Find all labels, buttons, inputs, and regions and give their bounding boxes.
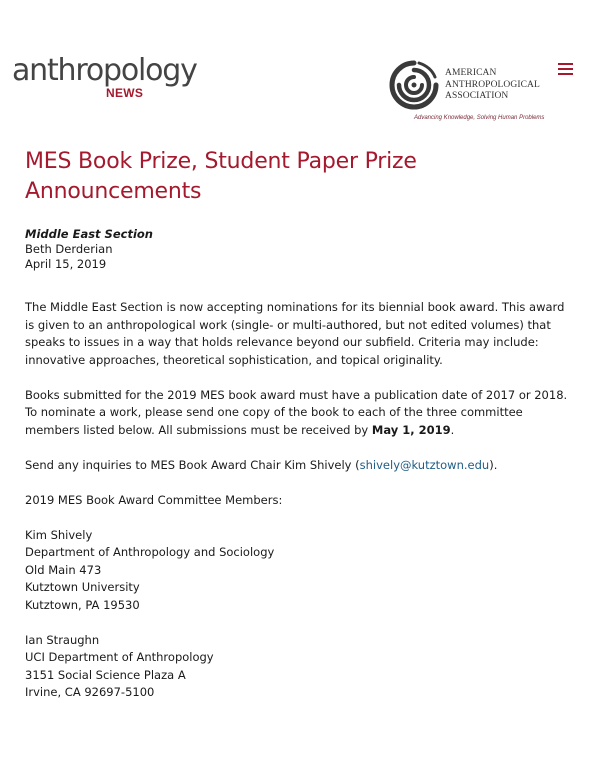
site-header <box>0 0 600 140</box>
author-name[interactable]: Beth Derderian <box>25 242 113 256</box>
member-address-line: Kutztown, PA 19530 <box>25 597 140 612</box>
aaa-name: AMERICAN ANTHROPOLOGICAL ASSOCIATION <box>445 68 540 101</box>
member-address-line: Irvine, CA 92697-5100 <box>25 685 155 699</box>
email-link[interactable]: shively@kutztown.edu <box>359 457 490 472</box>
article-body <box>25 299 575 702</box>
member-address-line: 3151 Social Science Plaza A <box>25 667 186 682</box>
member-name: Kim Shively <box>25 527 93 542</box>
committee-member-address <box>25 527 575 615</box>
member-department: UCI Department of Anthropology <box>25 650 214 664</box>
section-name[interactable]: Middle East Section <box>25 227 153 241</box>
article <box>25 147 575 719</box>
logo-news-label: NEWS <box>106 86 144 100</box>
member-name: Ian Straughn <box>25 632 100 647</box>
anthropology-news-logo[interactable] <box>12 53 197 100</box>
paragraph-submission: Books submitted for the 2019 MES book award must have a publication date of 2017 or 2018. To nominate a work, please send one copy of the book to each of the three committee members listed below. All submissions must be received by May 1, 2019. <box>25 387 568 437</box>
publish-date: April 15, 2019 <box>25 257 107 271</box>
aaa-spiral-icon <box>389 59 439 111</box>
committee-heading: 2019 MES Book Award Committee Members: <box>25 492 283 507</box>
paragraph-inquiries: Send any inquiries to MES Book Award Chair Kim Shively (shively@kutztown.edu). <box>25 457 498 472</box>
committee-member-address <box>25 632 575 702</box>
hamburger-menu-icon[interactable] <box>556 61 576 77</box>
deadline-date: May 1, 2019 <box>371 422 451 437</box>
paragraph-intro: The Middle East Section is now accepting nominations for its biennial book award. This award is given to an anthropological work (single- or multi-authored, but not edited volumes) that speaks to issues in a way that holds relevance beyond our subfield. Criteria may include: innovative approaches, theoretical sophistication, and topical originality. <box>25 300 565 367</box>
member-address-line: Kutztown University <box>25 580 140 594</box>
member-address-line: Old Main 473 <box>25 562 102 577</box>
aaa-logo[interactable] <box>389 59 549 125</box>
article-meta <box>25 227 575 272</box>
article-title: MES Book Prize, Student Paper Prize Announcements <box>25 149 417 204</box>
aaa-tagline: Advancing Knowledge, Solving Human Problems <box>414 115 545 121</box>
member-department: Department of Anthropology and Sociology <box>25 545 275 559</box>
logo-wordmark: anthropology <box>12 53 197 88</box>
